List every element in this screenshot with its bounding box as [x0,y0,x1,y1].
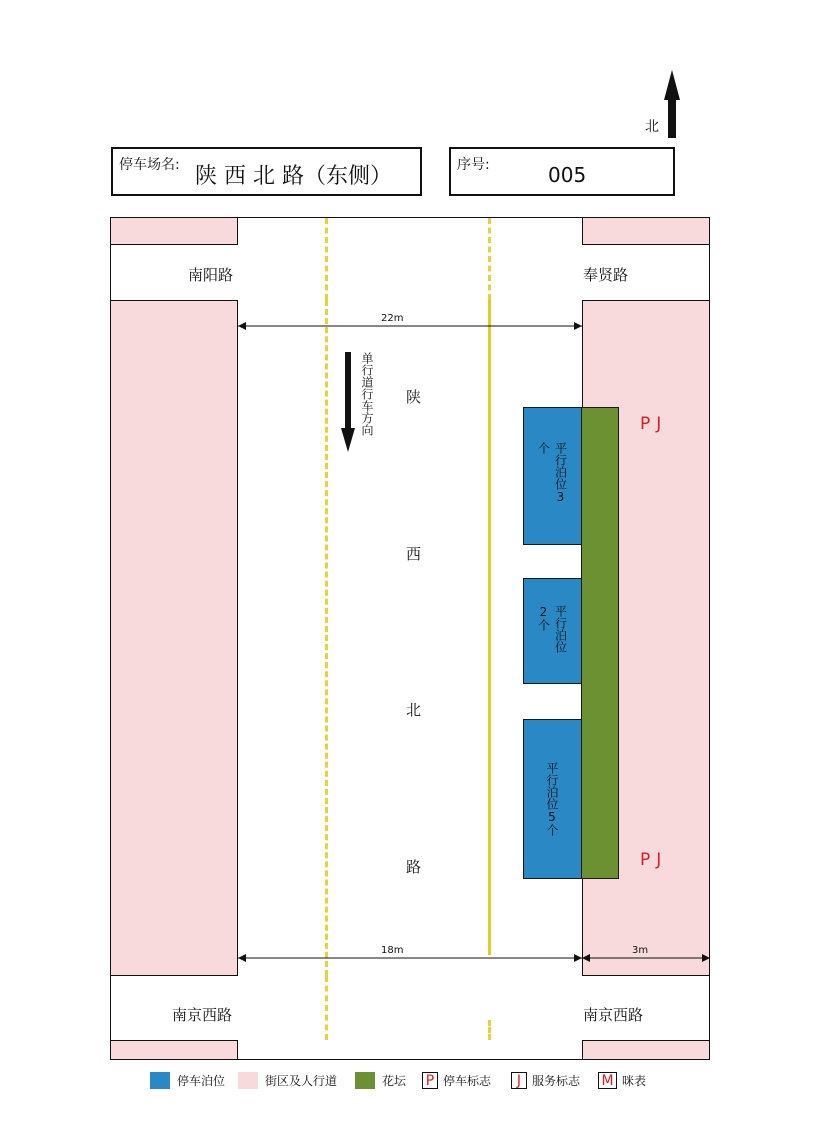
street-bottom-left: 南京西路 [172,1006,233,1024]
north-label: 北 [645,119,659,135]
lane-dashed-line-top-right [488,218,491,300]
lane-dashed-line-bottom [325,976,328,1040]
north-arrow-icon [664,70,680,138]
sequence-value: 005 [548,163,587,187]
legend-meter [598,1072,646,1089]
parking-stall-1-label: 平行泊位3个 [536,442,568,504]
parking-name-box [111,147,422,196]
legend-parking-sign-label: 停车标志 [443,1074,492,1088]
street-bottom-right: 南京西路 [583,1006,644,1024]
lane-dashed-line-main [325,300,328,976]
lane-dashed-line-bottom-right [488,1020,491,1040]
parking-stall-3-label: 平行泊位5个 [545,762,559,836]
parking-name-label: 停车场名: [119,157,180,173]
road-char-4: 路 [406,858,422,876]
parking-stall-3[interactable] [523,719,582,879]
sign-group-south [640,850,667,870]
legend-block-label: 街区及人行道 [265,1074,338,1088]
parking-stall-2-label: 平行泊位2个 [536,605,568,653]
sequence-box [449,147,675,196]
block-top-left [110,217,238,245]
street-top-left: 南阳路 [188,266,234,284]
parking-sign-p: P [640,414,657,434]
parking-stall-2[interactable] [523,578,582,684]
block-bottom-left [110,1040,238,1060]
street-top-right: 奉贤路 [583,266,629,284]
legend-block-swatch [238,1072,258,1089]
lane-solid-line [488,300,491,955]
legend-service-sign [511,1072,580,1089]
legend-stall-label: 停车泊位 [177,1074,226,1088]
dimension-top-text: 22m [381,313,404,324]
dimension-bottom [236,952,584,964]
legend-block [238,1072,337,1089]
sign-group-north [640,414,667,434]
road-char-1: 陕 [406,388,422,406]
block-west [110,300,238,976]
dimension-top [236,320,584,332]
parking-stall-1[interactable] [523,407,582,545]
road-char-2: 西 [406,545,422,563]
legend-stall-swatch [150,1072,170,1089]
parking-name-value: 陕 西 北 路（东侧） [195,164,392,189]
block-bottom-right [582,1040,710,1060]
legend-flowerbed [355,1072,406,1089]
dimension-bottom-text: 18m [381,945,404,956]
one-way-label: 单行道行车方向 [360,352,374,436]
service-sign-j: J [656,850,668,870]
legend-flowerbed-swatch [355,1072,375,1089]
flowerbed [581,407,619,879]
lane-dashed-line-top [325,218,328,300]
block-top-right [582,217,710,245]
sequence-label: 序号: [457,157,490,173]
legend-service-sign-label: 服务标志 [532,1074,581,1088]
legend-flowerbed-label: 花坛 [382,1074,407,1088]
legend-j-icon: J [511,1072,527,1089]
legend-m-icon: M [598,1072,617,1089]
legend-meter-label: 咪表 [622,1074,647,1088]
legend-p-icon: P [422,1072,438,1089]
dimension-sidewalk-text: 3m [632,945,649,956]
legend-parking-sign [422,1072,491,1089]
service-sign-j: J [656,414,668,434]
parking-sign-p: P [640,850,657,870]
road-char-3: 北 [406,701,422,719]
one-way-arrow-icon [341,352,355,452]
legend-stall [150,1072,225,1089]
